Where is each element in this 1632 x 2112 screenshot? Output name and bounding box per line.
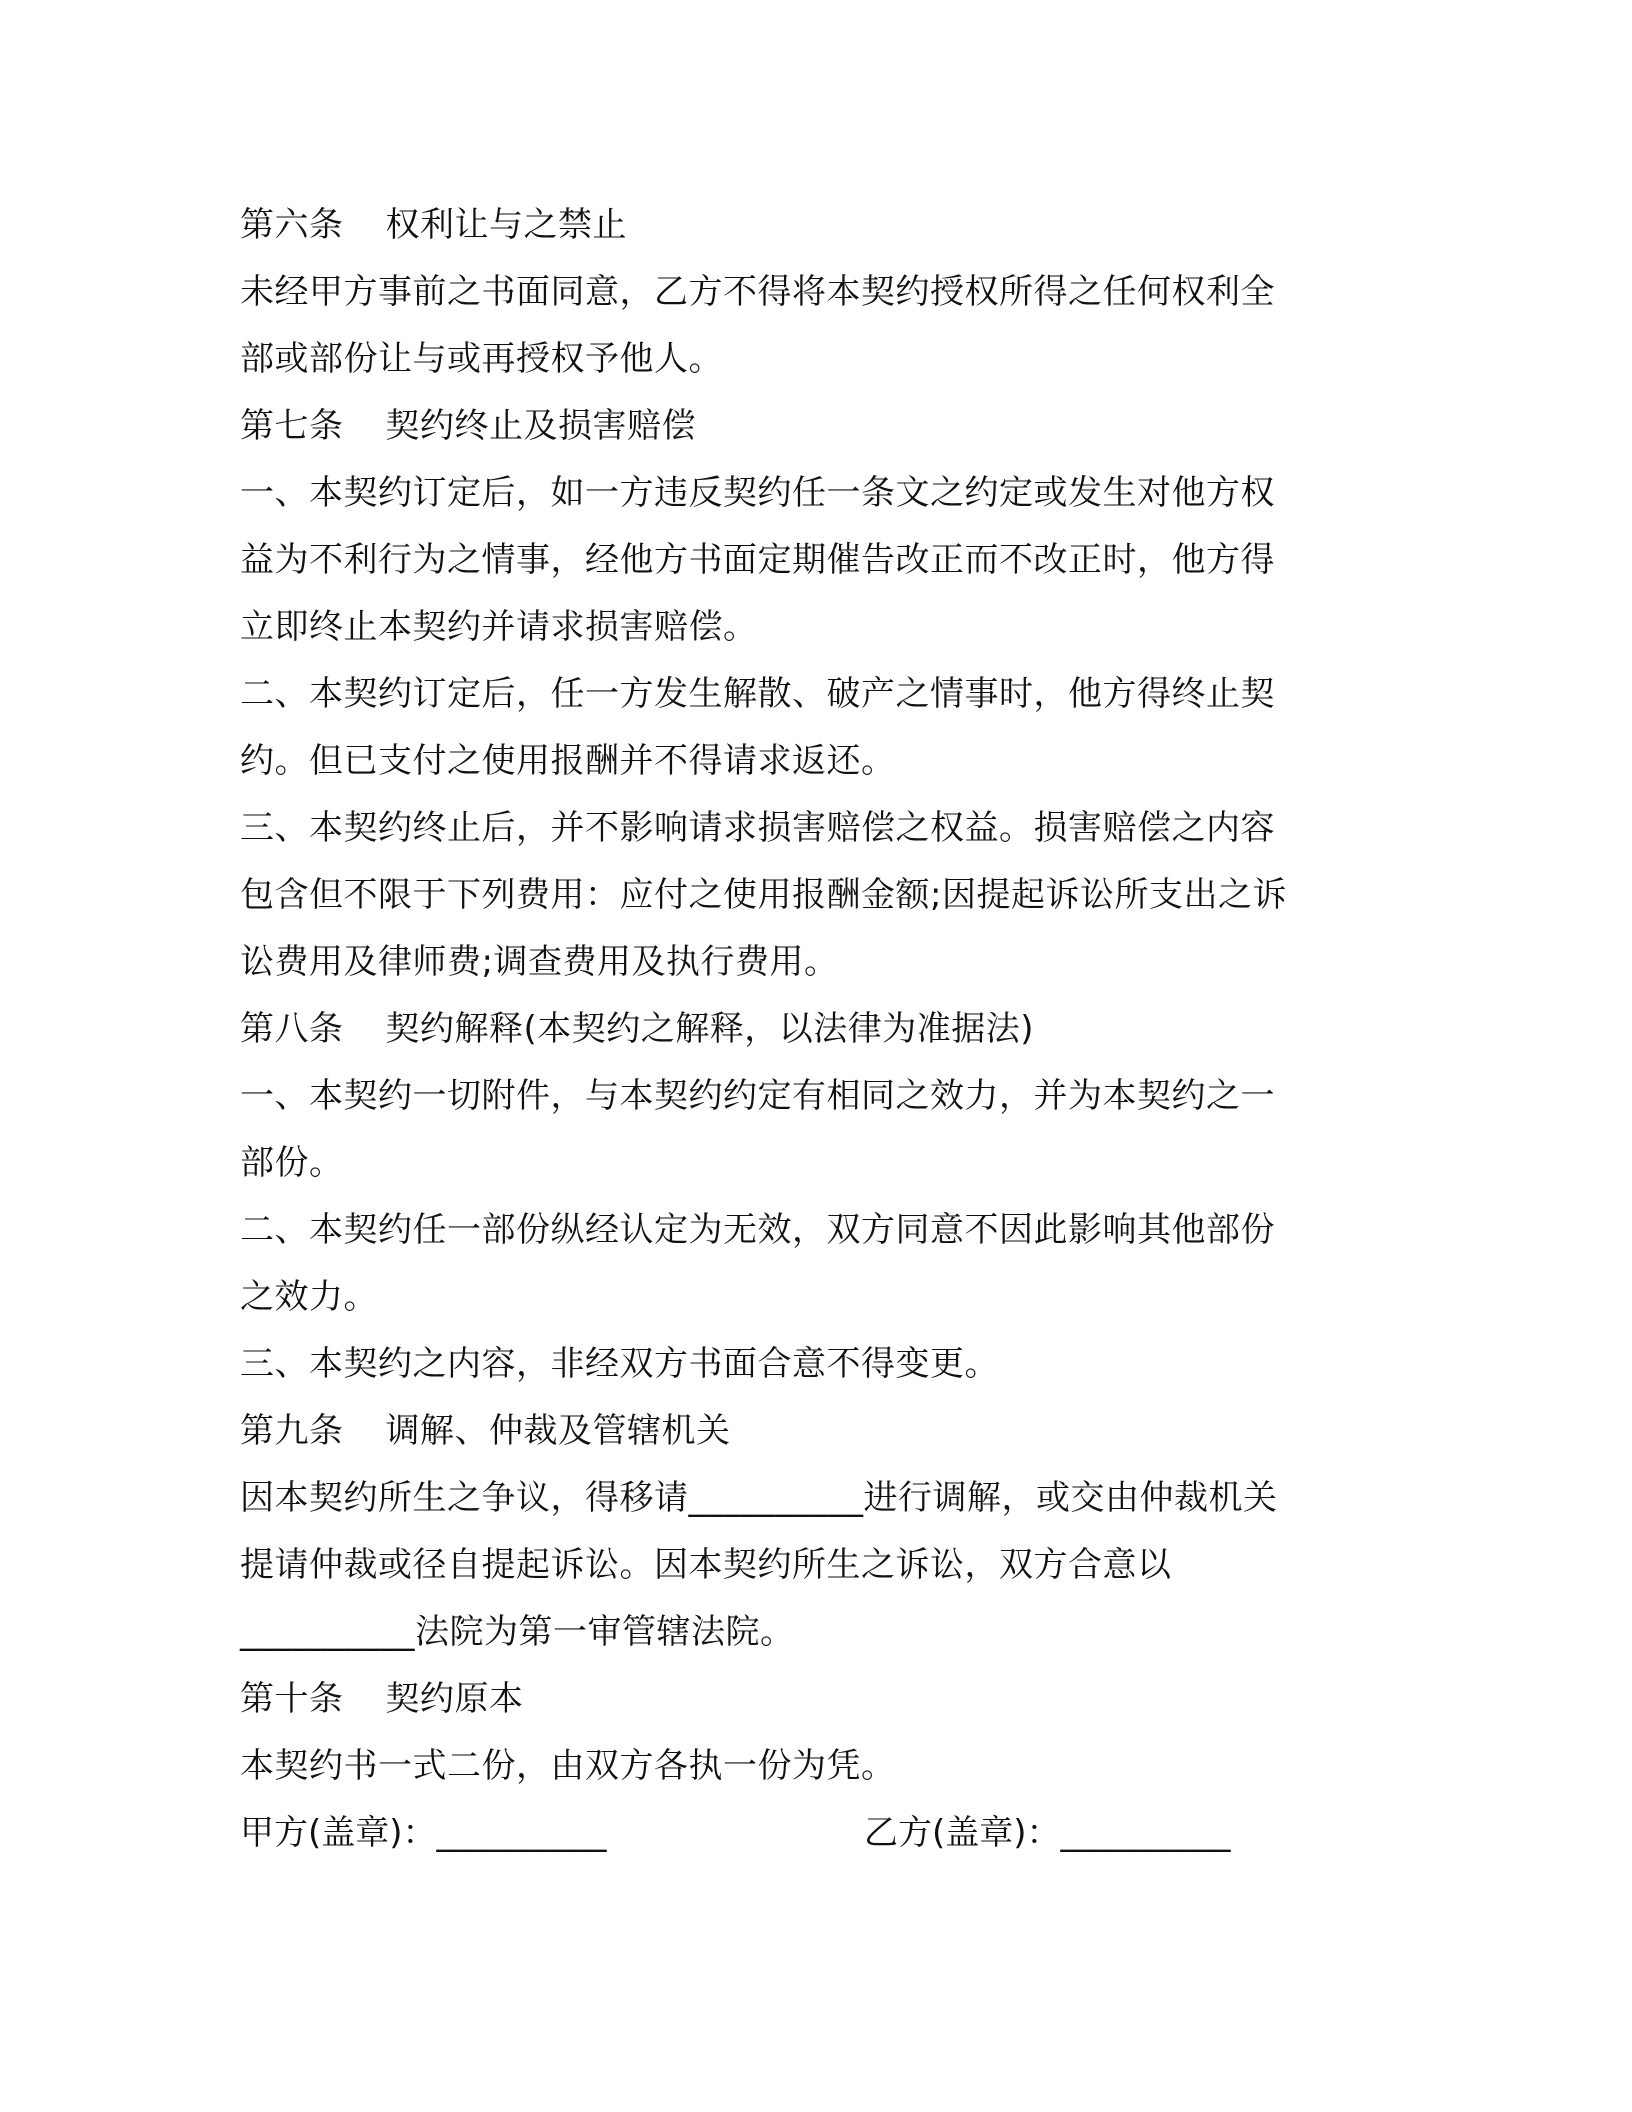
paragraph-line: 包含但不限于下列费用：应付之使用报酬金额;因提起诉讼所支出之诉 <box>240 875 1287 915</box>
article-title: 契约解释(本契约之解释，以法律为准据法) <box>385 1009 1035 1049</box>
paragraph-line: 二、本契约订定后，任一方发生解散、破产之情事时，他方得终止契 <box>240 674 1275 714</box>
article-6-heading <box>240 192 1390 259</box>
paragraph-line: 之效力。 <box>240 1277 378 1317</box>
party-a-signature: 甲方(盖章)：__________ <box>240 1813 607 1853</box>
article-title: 契约终止及损害赔偿 <box>385 406 696 446</box>
paragraph-line: 益为不利行为之情事，经他方书面定期催告改正而不改正时，他方得 <box>240 540 1275 580</box>
article-number: 第七条 <box>240 406 344 446</box>
paragraph-line: 因本契约所生之争议，得移请__________进行调解，或交由仲裁机关 <box>240 1478 1278 1518</box>
paragraph-line: 二、本契约任一部份纵经认定为无效，双方同意不因此影响其他部份 <box>240 1210 1275 1250</box>
article-number: 第八条 <box>240 1009 344 1049</box>
paragraph-line: 立即终止本契约并请求损害赔偿。 <box>240 607 758 647</box>
paragraph-line: 三、本契约之内容，非经双方书面合意不得变更。 <box>240 1344 999 1384</box>
paragraph-line: 三、本契约终止后，并不影响请求损害赔偿之权益。损害赔偿之内容 <box>240 808 1275 848</box>
contract-page <box>240 192 1390 1867</box>
party-b-signature: 乙方(盖章)：__________ <box>864 1813 1231 1853</box>
signature-row <box>240 1800 1390 1867</box>
paragraph-line: 约。但已支付之使用报酬并不得请求返还。 <box>240 741 896 781</box>
article-number: 第十条 <box>240 1679 344 1719</box>
article-9-heading <box>240 1398 1390 1465</box>
article-7-heading <box>240 393 1390 460</box>
paragraph-line: 讼费用及律师费;调查费用及执行费用。 <box>240 942 839 982</box>
article-8-heading <box>240 996 1390 1063</box>
article-number: 第九条 <box>240 1411 344 1451</box>
article-number: 第六条 <box>240 205 344 245</box>
article-title: 契约原本 <box>385 1679 524 1719</box>
paragraph-line: 部或部份让与或再授权予他人。 <box>240 339 723 379</box>
article-title: 权利让与之禁止 <box>385 205 627 245</box>
paragraph-line: __________法院为第一审管辖法院。 <box>240 1612 795 1652</box>
paragraph-line: 提请仲裁或径自提起诉讼。因本契约所生之诉讼，双方合意以 <box>240 1545 1172 1585</box>
paragraph-line: 未经甲方事前之书面同意，乙方不得将本契约授权所得之任何权利全 <box>240 272 1275 312</box>
paragraph-line: 部份。 <box>240 1143 344 1183</box>
paragraph-line: 本契约书一式二份，由双方各执一份为凭。 <box>240 1746 896 1786</box>
paragraph-line: 一、本契约订定后，如一方违反契约任一条文之约定或发生对他方权 <box>240 473 1275 513</box>
paragraph-line: 一、本契约一切附件，与本契约约定有相同之效力，并为本契约之一 <box>240 1076 1275 1116</box>
article-title: 调解、仲裁及管辖机关 <box>385 1411 731 1451</box>
article-10-heading <box>240 1666 1390 1733</box>
